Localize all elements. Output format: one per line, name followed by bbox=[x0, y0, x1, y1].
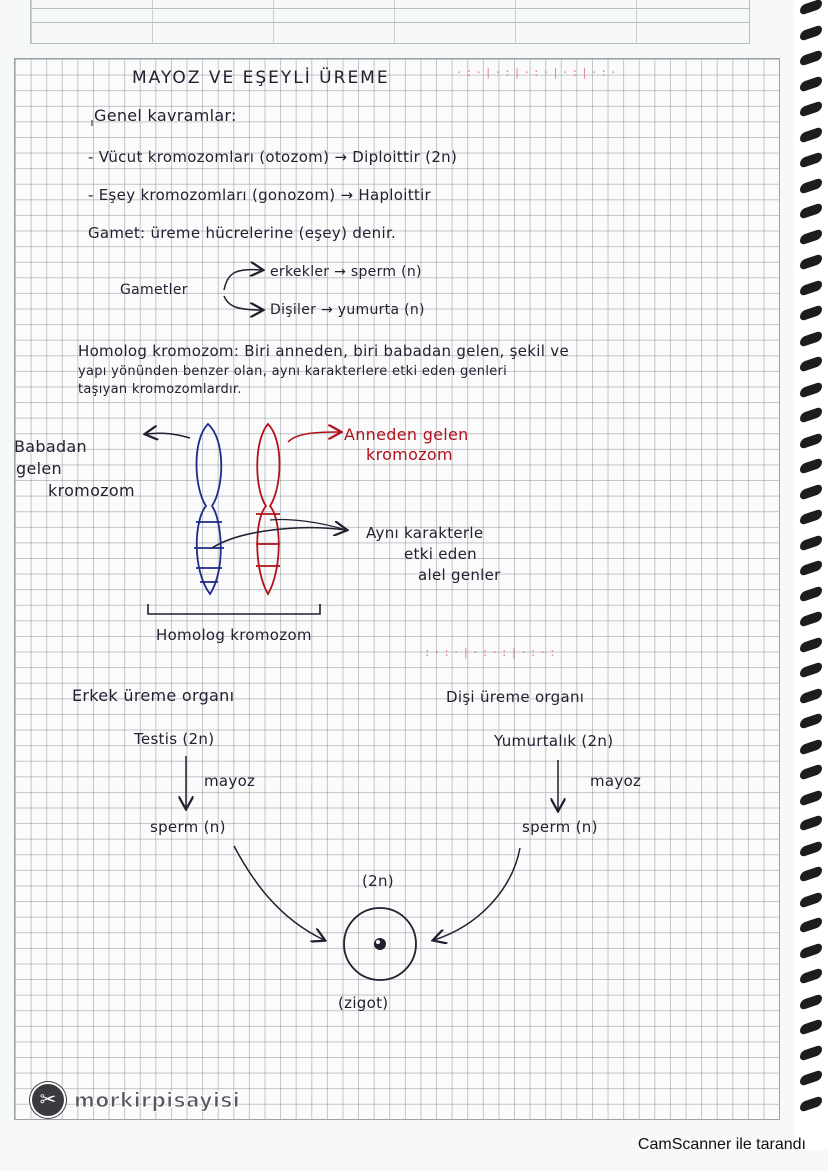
homolog-definition-line-2: yapı yönünden benzer olan, aynı karakterlere etki eden genleri bbox=[78, 364, 508, 379]
section-heading: Genel kavramlar: bbox=[94, 106, 237, 125]
page-title: MAYOZ VE EŞEYLİ ÜREME bbox=[132, 68, 390, 88]
mother-chromosome bbox=[256, 424, 280, 594]
father-label-3: kromozom bbox=[48, 481, 135, 500]
scanner-footer: CamScanner ile tarandı bbox=[637, 1136, 806, 1153]
mother-arrow bbox=[288, 432, 340, 442]
female-to-zygote-arrow bbox=[434, 848, 520, 940]
homolog-bracket bbox=[148, 604, 320, 614]
gamete-definition: Gamet: üreme hücrelerine (eşey) denir. bbox=[88, 224, 397, 242]
gametes-male: erkekler → sperm (n) bbox=[270, 264, 422, 280]
female-process: mayoz bbox=[590, 772, 642, 790]
gametes-arrow-female bbox=[224, 296, 262, 310]
allele-label-1: Aynı karakterle bbox=[366, 524, 484, 542]
male-process: mayoz bbox=[204, 772, 256, 790]
homolog-definition-line-1: Homolog kromozom: Biri anneden, biri babadan gelen, şekil ve bbox=[78, 342, 569, 360]
allele-label-3: alel genler bbox=[418, 566, 501, 584]
mother-label-1: Anneden gelen bbox=[344, 425, 469, 444]
mother-label-2: kromozom bbox=[366, 445, 453, 464]
zygote-nucleus bbox=[374, 938, 386, 950]
sex-chromosomes-line: - Eşey kromozomları (gonozom) → Haploittir bbox=[88, 186, 432, 204]
gametes-label: Gametler bbox=[120, 282, 188, 298]
zygote-ploidy: (2n) bbox=[362, 872, 394, 890]
watermark-text: morkirpisayisi bbox=[74, 1088, 241, 1112]
father-chromosome bbox=[194, 424, 224, 594]
watermark bbox=[30, 1083, 240, 1117]
scissors-icon: ✂ bbox=[30, 1082, 66, 1118]
female-organ-title: Dişi üreme organı bbox=[446, 688, 585, 706]
male-organ-title: Erkek üreme organı bbox=[72, 686, 235, 705]
female-gonad: Yumurtalık (2n) bbox=[494, 732, 614, 750]
male-to-zygote-arrow bbox=[234, 846, 324, 940]
male-gamete: sperm (n) bbox=[150, 818, 226, 836]
homolog-definition-line-3: taşıyan kromozomlardır. bbox=[78, 382, 242, 397]
pink-marks-middle: :·:·|·:·:|·:·: bbox=[424, 646, 559, 659]
father-label-1: Babadan bbox=[14, 437, 87, 456]
gametes-female: Dişiler → yumurta (n) bbox=[270, 302, 425, 318]
father-arrow bbox=[146, 433, 190, 438]
male-gonad: Testis (2n) bbox=[134, 730, 215, 748]
homolog-pair-label: Homolog kromozom bbox=[156, 626, 312, 644]
female-gamete: sperm (n) bbox=[522, 818, 598, 836]
allele-label-2: etki eden bbox=[404, 545, 477, 563]
pink-marks-top: ·:·|·:|·:·|·:|·:· bbox=[456, 66, 620, 79]
zygote-label: (zigot) bbox=[338, 994, 389, 1012]
body-chromosomes-line: - Vücut kromozomları (otozom) → Diploittir (2n) bbox=[88, 148, 458, 166]
father-label-2: gelen bbox=[16, 459, 62, 478]
gametes-arrow-male bbox=[224, 270, 262, 290]
